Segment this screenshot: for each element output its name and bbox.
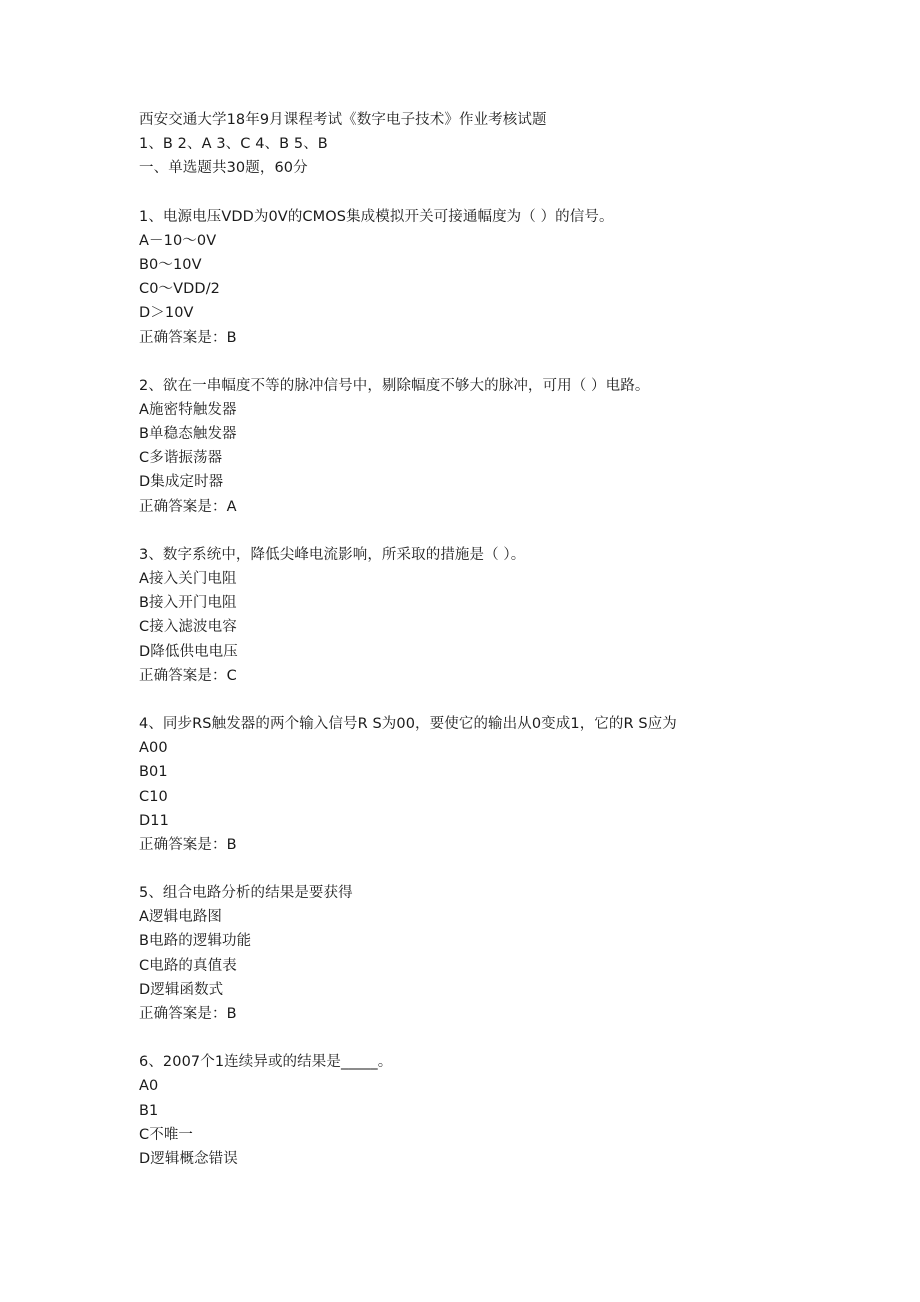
option-c: C不唯一 [139, 1126, 194, 1143]
option-c: C0～VDD/2 [139, 281, 221, 298]
option-d: D逻辑函数式 [139, 981, 224, 998]
question-stem: 2、欲在一串幅度不等的脉冲信号中，剔除幅度不够大的脉冲，可用（ ）电路。 [139, 377, 650, 394]
option-a: A－10～0V [139, 232, 217, 249]
question-1 [139, 205, 879, 350]
question-stem: 3、数字系统中，降低尖峰电流影响，所采取的措施是（ ）。 [139, 546, 526, 563]
option-c: C10 [139, 788, 168, 805]
option-a: A逻辑电路图 [139, 909, 223, 926]
option-a: A0 [139, 1078, 159, 1095]
option-b: B01 [139, 764, 168, 781]
section-heading: 一、单选题共30题，60分 [139, 160, 308, 177]
question-stem: 6、2007个1连续异或的结果是_____。 [139, 1054, 393, 1071]
correct-answer: 正确答案是：A [139, 498, 237, 515]
option-d: D11 [139, 812, 169, 829]
option-b: B接入开门电阻 [139, 595, 237, 612]
question-2 [139, 374, 879, 519]
document-title: 西安交通大学18年9月课程考试《数字电子技术》作业考核试题 [139, 112, 547, 128]
option-a: A00 [139, 740, 168, 757]
correct-answer: 正确答案是：B [139, 1006, 237, 1022]
question-stem: 5、组合电路分析的结果是要获得 [139, 885, 353, 902]
question-stem: 4、同步RS触发器的两个输入信号R S为00，要使它的输出从0变成1，它的R S应为 [139, 715, 677, 732]
answer-key: 1、B 2、A 3、C 4、B 5、B [139, 136, 328, 153]
option-a: A施密特触发器 [139, 401, 237, 418]
question-3 [139, 543, 879, 688]
option-b: B电路的逻辑功能 [139, 933, 252, 950]
correct-answer: 正确答案是：C [139, 667, 237, 684]
option-b: B1 [139, 1102, 159, 1119]
option-d: D＞10V [139, 305, 194, 322]
option-d: D降低供电电压 [139, 643, 238, 660]
question-6 [139, 1050, 879, 1171]
option-c: C多谐振荡器 [139, 450, 223, 467]
question-4 [139, 712, 879, 857]
question-5 [139, 881, 879, 1026]
option-d: D逻辑概念错误 [139, 1150, 238, 1167]
option-a: A接入关门电阻 [139, 571, 237, 587]
correct-answer: 正确答案是：B [139, 836, 237, 853]
correct-answer: 正确答案是：B [139, 329, 237, 346]
option-c: C接入滤波电容 [139, 619, 237, 636]
document-page [139, 108, 879, 1171]
option-b: B单稳态触发器 [139, 426, 237, 443]
option-b: B0～10V [139, 256, 202, 273]
option-c: C电路的真值表 [139, 957, 237, 974]
option-d: D集成定时器 [139, 474, 224, 491]
question-stem: 1、电源电压VDD为0V的CMOS集成模拟开关可接通幅度为（ ）的信号。 [139, 208, 614, 225]
